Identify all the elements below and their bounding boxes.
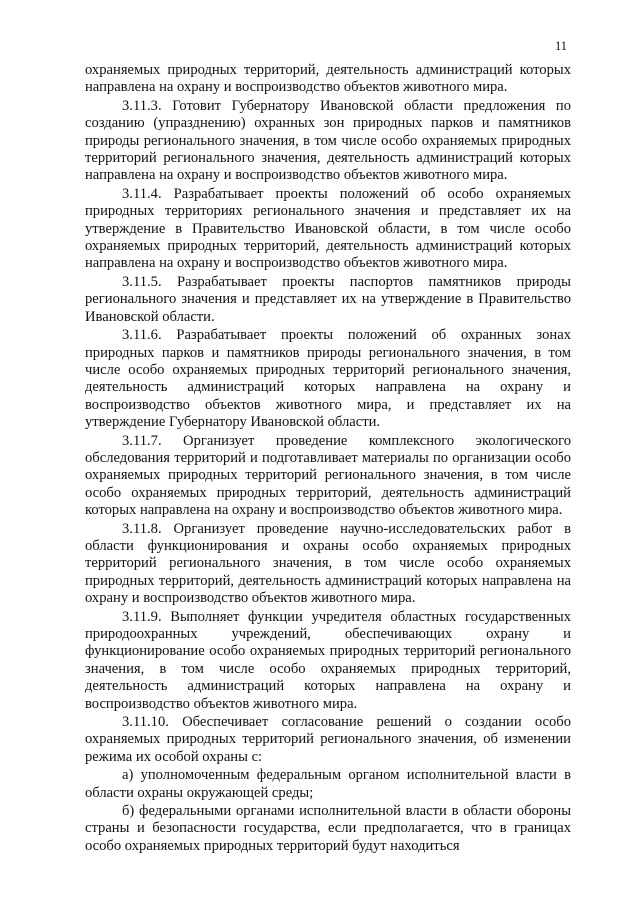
paragraph-3-11-10: 3.11.10. Обеспечивает согласование решений о создании особо охраняемых природных территорий регионального значения, об изменении режима их особой охраны с:: [85, 714, 571, 765]
list-item-b: б) федеральными органами исполнительной власти в области обороны страны и безопасности государства, если предполагается, что в границах особо охраняемых природных территорий будут находиться: [85, 803, 571, 854]
paragraph-continuation: охраняемых природных территорий, деятельность администраций которых направлена на охрану и воспроизводство объектов животного мира.: [85, 62, 571, 96]
paragraph-3-11-5: 3.11.5. Разрабатывает проекты паспортов памятников природы регионального значения и представляет их на утверждение в Правительство Ивановской области.: [85, 273, 571, 325]
paragraph-3-11-9: 3.11.9. Выполняет функции учредителя областных государственных природоохранных учреждений, обеспечивающих охрану и функционирование особо охраняемых природных территорий регионального значения, в том числе особо охраняемых природных территорий, деятельность администраций которых направлена на охрану и воспроизводство объектов животного мира.: [85, 608, 571, 712]
paragraph-3-11-7: 3.11.7. Организует проведение комплексного экологического обследования территорий и подготавливает материалы по организации особо охраняемых природных территорий регионального значения, в том числе особо охраняемых природных территорий, деятельность администраций которых направлена на охрану и воспроизводство объектов животного мира.: [85, 432, 571, 519]
document-body: [85, 62, 571, 855]
paragraph-3-11-3: 3.11.3. Готовит Губернатору Ивановской области предложения по созданию (упразднению) охранных зон природных парков и памятников природы регионального значения, в том числе особо охраняемых природных территорий регионального значения, деятельность администраций которых направлена на охрану и воспроизводство объектов животного мира.: [85, 97, 571, 184]
paragraph-3-11-8: 3.11.8. Организует проведение научно-исследовательских работ в области функционирования и охраны особо охраняемых природных территорий регионального значения, в том числе особо охраняемых природных территорий, деятельность администраций которых направлена на охрану и воспроизводство объектов животного мира.: [85, 520, 571, 607]
list-item-a: а) уполномоченным федеральным органом исполнительной власти в области охраны окружающей среды;: [85, 767, 571, 801]
page-number: 11: [555, 39, 568, 53]
paragraph-3-11-4: 3.11.4. Разрабатывает проекты положений об особо охраняемых природных территориях регионального значения и представляет их на утверждение в Правительство Ивановской области, в том числе особо охраняемых природных территорий, деятельность администраций которых направлена на охрану и воспроизводство объектов животного мира.: [85, 185, 571, 272]
paragraph-3-11-6: 3.11.6. Разрабатывает проекты положений об охранных зонах природных парков и памятников природы регионального значения, в том числе особо охраняемых природных территорий регионального значения, деятельность администраций которых направлена на охрану и воспроизводство объектов животного мира, и представляет их на утверждение Губернатору Ивановской области.: [85, 327, 571, 431]
